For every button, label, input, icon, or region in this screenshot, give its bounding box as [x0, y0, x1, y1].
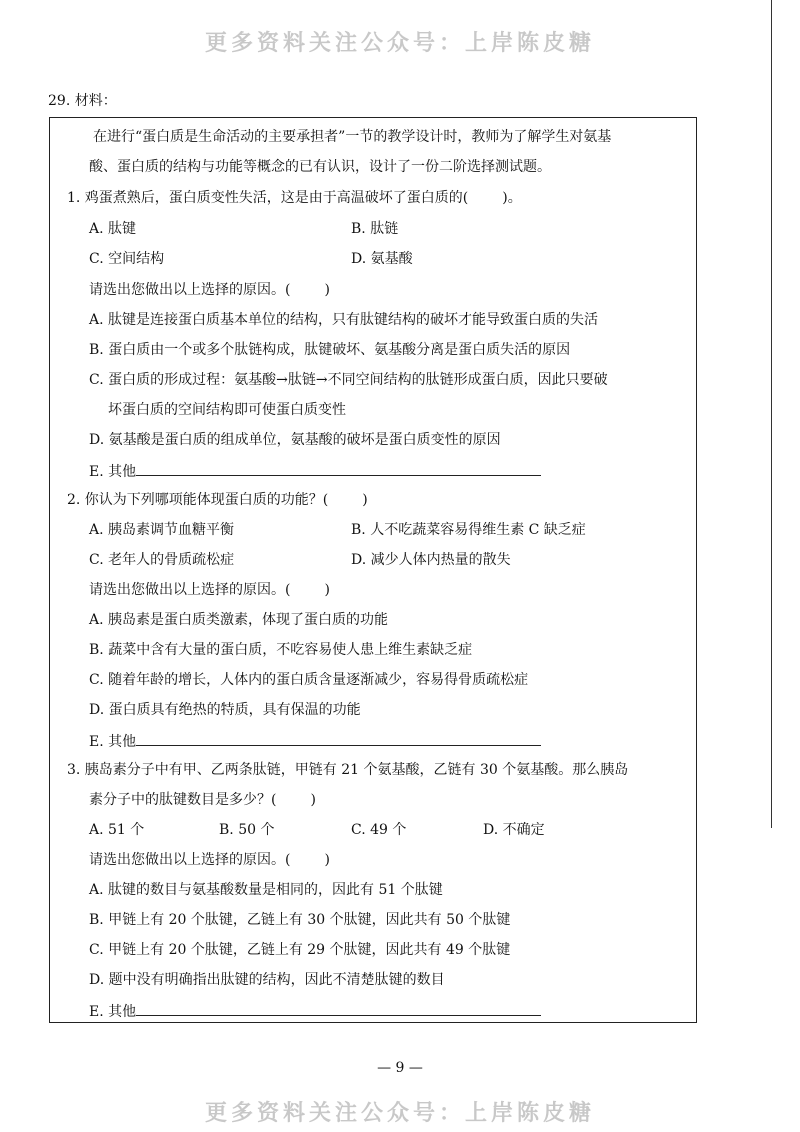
q2-reason-a: A. 胰岛素是蛋白质类激素，体现了蛋白质的功能 [89, 612, 389, 628]
q2-stem: 2. 你认为下列哪项能体现蛋白质的功能？( ) [67, 492, 368, 508]
q3-reason-prompt: 请选出您做出以上选择的原因。( ) [89, 852, 330, 868]
q1-option-a: A. 肽键 [89, 221, 137, 237]
q2-option-d: D. 减少人体内热量的散失 [351, 552, 511, 568]
q3-reason-a: A. 肽键的数目与氨基酸数量是相同的，因此有 51 个肽键 [89, 882, 443, 898]
margin-rule [771, 0, 772, 828]
q3-stem-line-2: 素分子中的肽键数目是多少？( ) [89, 792, 316, 808]
q3-option-c: C. 49 个 [351, 822, 407, 838]
q2-reason-other: E. 其他 [89, 731, 541, 751]
q2-reason-d: D. 蛋白质具有绝热的特质，具有保温的功能 [89, 702, 361, 718]
watermark-top: 更多资料关注公众号：上岸陈皮糖 [204, 31, 595, 56]
material-box [49, 117, 697, 1023]
q1-reason-c-cont: 坏蛋白质的空间结构即可使蛋白质变性 [108, 402, 346, 418]
q3-reason-other: E. 其他 [89, 1001, 541, 1021]
q1-reason-a: A. 肽键是连接蛋白质基本单位的结构，只有肽键结构的破坏才能导致蛋白质的失活 [89, 312, 599, 328]
question-number: 29. 材料： [48, 93, 117, 109]
q3-option-d: D. 不确定 [483, 822, 545, 838]
q1-option-d: D. 氨基酸 [351, 251, 413, 267]
q3-option-a: A. 51 个 [89, 822, 145, 838]
q2-reason-c: C. 随着年龄的增长，人体内的蛋白质含量逐渐减少，容易得骨质疏松症 [89, 672, 529, 688]
q1-other-blank[interactable] [136, 461, 541, 476]
q3-reason-d: D. 题中没有明确指出肽键的结构，因此不清楚肽键的数目 [89, 972, 445, 988]
q2-option-b: B. 人不吃蔬菜容易得维生素 C 缺乏症 [351, 522, 586, 538]
q3-reason-b: B. 甲链上有 20 个肽键，乙链上有 30 个肽键，因此共有 50 个肽键 [89, 912, 511, 928]
q2-option-c: C. 老年人的骨质疏松症 [89, 552, 235, 568]
q3-stem-line-1: 3. 胰岛素分子中有甲、乙两条肽链，甲链有 21 个氨基酸，乙链有 30 个氨基酸。那么胰岛 [67, 762, 629, 778]
q1-reason-b: B. 蛋白质由一个或多个肽链构成，肽键破坏、氨基酸分离是蛋白质失活的原因 [89, 342, 571, 358]
q1-stem: 1. 鸡蛋煮熟后，蛋白质变性失活，这是由于高温破坏了蛋白质的( )。 [67, 190, 522, 206]
q2-reason-prompt: 请选出您做出以上选择的原因。( ) [89, 582, 330, 598]
q1-reason-d: D. 氨基酸是蛋白质的组成单位，氨基酸的破坏是蛋白质变性的原因 [89, 432, 501, 448]
q1-reason-prompt: 请选出您做出以上选择的原因。( ) [89, 282, 330, 298]
q3-other-blank[interactable] [136, 1001, 541, 1016]
intro-line-1: 在进行“蛋白质是生命活动的主要承担者”一节的教学设计时，教师为了解学生对氨基 [93, 129, 612, 145]
q2-option-a: A. 胰岛素调节血糖平衡 [89, 522, 235, 538]
page-number: — 9 — [377, 1060, 423, 1076]
q2-reason-b: B. 蔬菜中含有大量的蛋白质，不吃容易使人患上维生素缺乏症 [89, 642, 473, 658]
q2-other-blank[interactable] [136, 731, 541, 746]
q3-option-b: B. 50 个 [219, 822, 275, 838]
q1-option-c: C. 空间结构 [89, 251, 165, 267]
q1-option-b: B. 肽链 [351, 221, 399, 237]
q1-reason-c: C. 蛋白质的形成过程：氨基酸→肽链→不同空间结构的肽链形成蛋白质，因此只要破 [89, 372, 608, 388]
q3-reason-c: C. 甲链上有 20 个肽键，乙链上有 29 个肽键，因此共有 49 个肽键 [89, 942, 511, 958]
intro-line-2: 酸、蛋白质的结构与功能等概念的已有认识，设计了一份二阶选择测试题。 [89, 159, 551, 175]
watermark-bottom: 更多资料关注公众号：上岸陈皮糖 [204, 1101, 595, 1126]
q1-reason-other: E. 其他 [89, 461, 541, 481]
